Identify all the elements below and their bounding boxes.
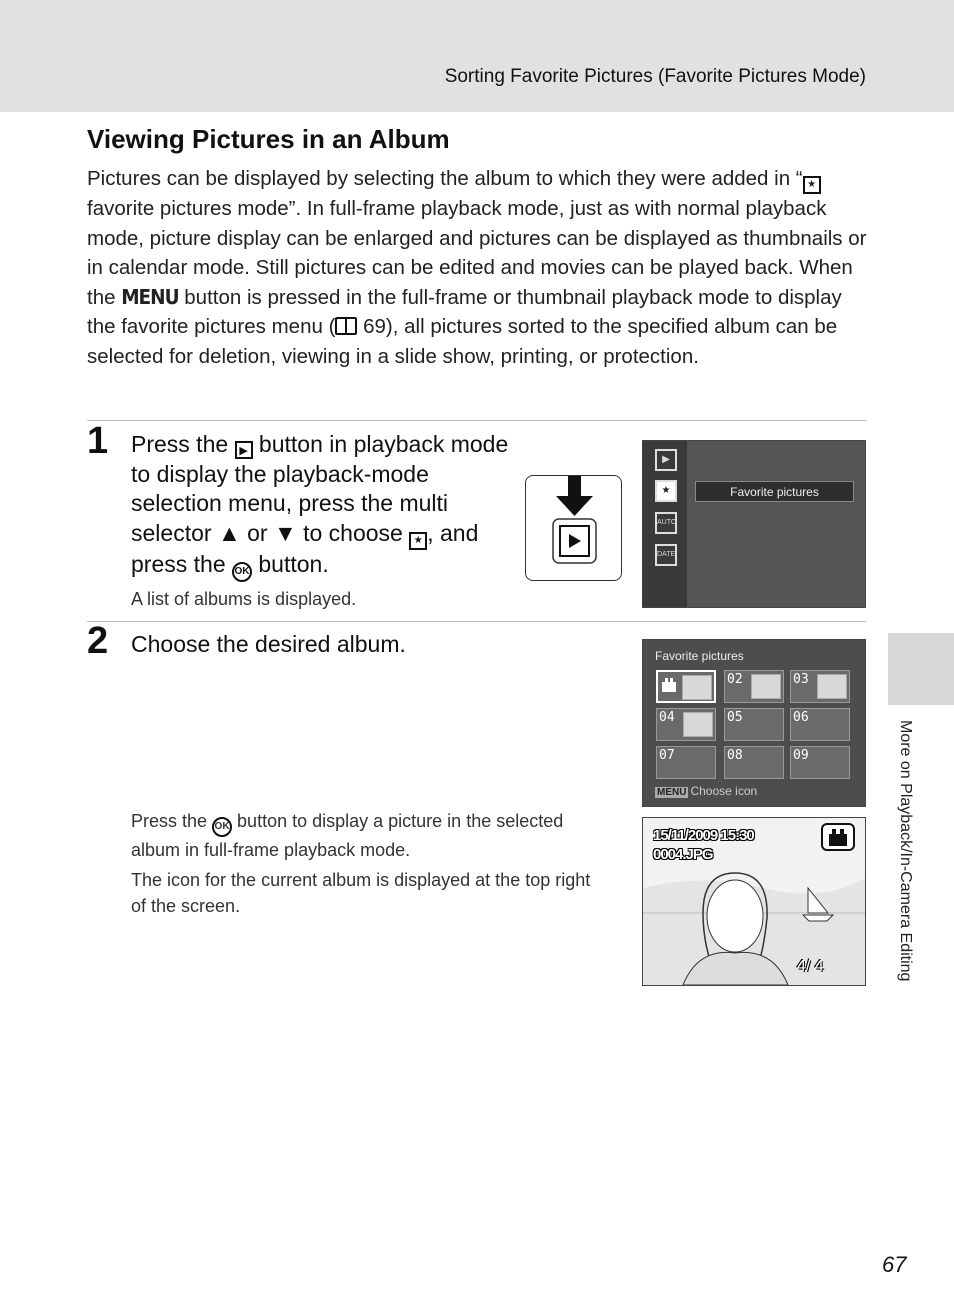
frame-counter: 4/ 4 (797, 958, 824, 975)
selected-mode-label: Favorite pictures (695, 481, 854, 502)
menu-key-badge: MENU (657, 787, 687, 798)
album-cell (790, 746, 850, 779)
album-number: 02 (727, 672, 743, 687)
album-thumbnail (682, 675, 712, 700)
album-cell (724, 746, 784, 779)
filename-readout: 0004.JPG (653, 846, 713, 863)
step-1-note: A list of albums is displayed. (131, 589, 357, 609)
down-arrow-icon: ▼ (273, 519, 297, 546)
chapter-tab (888, 633, 954, 705)
playback-mode-icon: ▶ (655, 449, 677, 471)
album-icon (661, 677, 677, 693)
favorite-pictures-icon: ★ (655, 480, 677, 502)
step-1-text (131, 430, 516, 582)
album-number: 09 (793, 748, 809, 763)
playback-button-illustration (525, 475, 622, 581)
list-by-date-icon: DATE (655, 544, 677, 566)
album-number: 08 (727, 748, 743, 763)
step-2-note-2: The icon for the current album is displayed at the top right of the screen. (131, 870, 591, 916)
album-number: 06 (793, 710, 809, 725)
chapter-label: More on Playback/In-Camera Editing (897, 720, 914, 982)
press-arrow-icon (526, 476, 623, 582)
album-number: 07 (659, 748, 675, 763)
step-1-t4: , and press the (131, 519, 479, 577)
screen-footer (655, 784, 757, 798)
section-title: Viewing Pictures in an Album (87, 124, 450, 154)
step-2-text: Choose the desired album. (131, 631, 406, 657)
favorite-pictures-icon: ★ (409, 532, 427, 550)
playback-mode-menu-screen (642, 440, 866, 608)
full-frame-playback-screen (642, 817, 866, 986)
album-thumbnail (751, 674, 781, 699)
playback-info (653, 826, 754, 864)
playback-button-icon: ▶ (235, 441, 253, 459)
note-1-text-b: button to display a picture in the selected album in full-frame playback mode. (131, 811, 564, 860)
step-1-t5: button. (252, 550, 329, 577)
album-number: 04 (659, 710, 675, 725)
header-title: Sorting Favorite Pictures (Favorite Pictures Mode) (444, 66, 866, 87)
step-1-number: 1 (87, 420, 109, 462)
step-2-number: 2 (87, 620, 109, 662)
step-1-or: or (240, 519, 274, 546)
ok-button-icon: OK (212, 817, 232, 837)
step-1-t3: to choose (296, 519, 410, 546)
album-thumbnail (683, 712, 713, 737)
datetime-readout: 15/11/2009 15:30 (653, 827, 754, 844)
favorite-pictures-icon: ★ (803, 176, 821, 194)
page-number: 67 (882, 1252, 907, 1277)
current-album-icon (821, 823, 855, 851)
divider (87, 420, 866, 421)
step-2-note-1 (131, 808, 606, 863)
page-header (0, 0, 954, 112)
album-number: 03 (793, 672, 809, 687)
album-cell (656, 708, 716, 741)
album-cell (790, 708, 850, 741)
album-cell (724, 670, 784, 703)
intro-text-3: button is pressed in the full-frame or thumbnail playback mode to display the favorite pictures menu ( (87, 285, 842, 338)
reference-book-icon (335, 317, 357, 335)
album-list-screen (642, 639, 866, 807)
album-cell (656, 746, 716, 779)
footer-text: Choose icon (690, 784, 758, 798)
note-1-text-a: Press the (131, 811, 213, 831)
intro-paragraph (87, 164, 872, 371)
ok-button-icon: OK (232, 562, 252, 582)
album-thumbnail (817, 674, 847, 699)
intro-text-4: 69), all pictures sorted to the specified album can be selected for deletion, viewing in a slide show, printing, or protection. (87, 315, 838, 368)
auto-sort-icon: AUTO (655, 512, 677, 534)
step-1-t1: Press the (131, 431, 235, 457)
intro-text-1: Pictures can be displayed by selecting the album to which they were added in “ (87, 167, 803, 190)
divider (87, 621, 866, 622)
album-cell (724, 708, 784, 741)
album-cell (656, 670, 716, 703)
album-number: 05 (727, 710, 743, 725)
intro-text-2: favorite pictures mode”. In full-frame playback mode, just as with normal playback mode, picture display can be enlarged and pictures can be displayed as thumbnails or in calendar mode. Still pictures can be edited and movies can be played back. When the (87, 197, 867, 309)
menu-button-symbol: MENU (121, 284, 179, 309)
step-1-t2: button in playback mode to display the playback-mode selection menu, press the multi selector (131, 431, 509, 546)
up-arrow-icon: ▲ (217, 519, 241, 546)
screen-title: Favorite pictures (655, 649, 744, 663)
album-cell (790, 670, 850, 703)
